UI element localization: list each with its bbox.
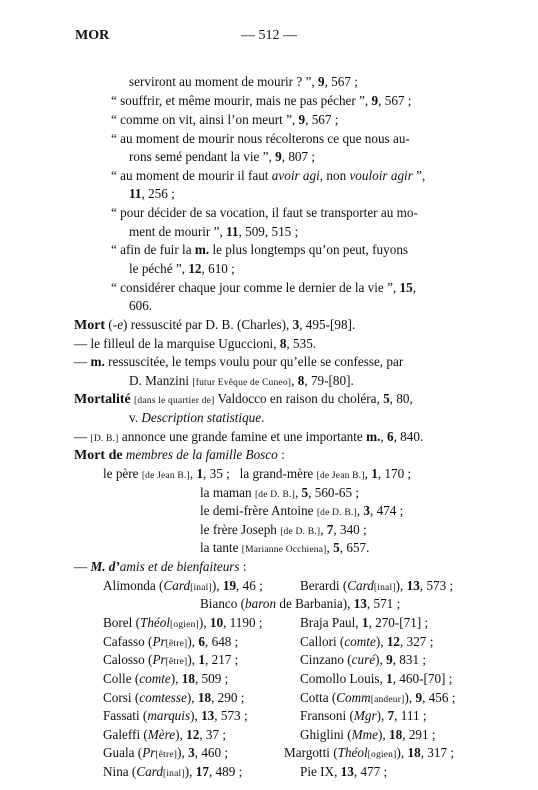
list-item: Borel (Théol[ogien]), 10, 1190 ; — [103, 615, 263, 630]
list-item: Corsi (comtesse), 18, 290 ; — [103, 690, 245, 705]
list-item: Calosso (Pr[être]), 1, 217 ; — [103, 652, 239, 667]
text-line: le péché ”, 12, 610 ; — [129, 261, 235, 276]
list-item: Pie IX, 13, 477 ; — [300, 764, 388, 779]
list-item: Colle (comte), 18, 509 ; — [103, 671, 229, 686]
list-item: Nina (Card[inal]), 17, 489 ; — [103, 764, 243, 779]
list-item: Ghiglini (Mme), 18, 291 ; — [300, 727, 436, 742]
text-line: v. Description statistique. — [129, 410, 265, 425]
list-item: Galeffi (Mère), 12, 37 ; — [103, 727, 227, 742]
list-item: Cafasso (Pr[être]), 6, 648 ; — [103, 634, 239, 649]
text-line: “ comme on vit, ainsi l’on meurt ”, 9, 567 ; — [111, 112, 339, 127]
text-line: — m. ressuscitée, le temps voulu pour qu’elle se confesse, par — [74, 354, 404, 369]
entry-mort-de: Mort de membres de la famille Bosco : — [74, 447, 285, 463]
text-line: “ au moment de mourir nous récolterons ce que nous au- — [111, 131, 410, 146]
text-line: ment de mourir ”, 11, 509, 515 ; — [129, 224, 299, 239]
list-item: Braja Paul, 1, 270-[71] ; — [300, 615, 429, 630]
list-item: Cotta (Comm[andeur]), 9, 456 ; — [300, 690, 456, 705]
list-item: Alimonda (Card[inal]), 19, 46 ; — [103, 578, 263, 593]
list-item: Berardi (Card[inal]), 13, 573 ; — [300, 578, 454, 593]
text-line: le père [de Jean B.], 1, 35 ; la grand-mère [de Jean B.], 1, 170 ; — [103, 466, 412, 481]
list-item: Comollo Louis, 1, 460-[70] ; — [300, 671, 453, 686]
page-number: — 512 — — [241, 28, 297, 43]
entry-mort-ressuscite: Mort (-e) ressuscité par D. B. (Charles), 3, 495-[98]. — [74, 317, 356, 333]
text-line: le demi-frère Antoine [de D. B.], 3, 474 ; — [200, 503, 404, 518]
subentry-amis-bienfaiteurs: — M. d’amis et de bienfaiteurs : — [74, 559, 247, 574]
text-line: “ pour décider de sa vocation, il faut se transporter au mo- — [111, 205, 418, 220]
text-line: “ afin de fuir la m. le plus longtemps qu’on peut, fuyons — [111, 242, 409, 257]
list-item: Bianco (baron de Barbania), 13, 571 ; — [200, 596, 401, 611]
text-line: “ souffrir, et même mourir, mais ne pas pécher ”, 9, 567 ; — [111, 93, 412, 108]
list-item: Guala (Pr[être]), 3, 460 ; — [103, 745, 229, 760]
list-item: Fransoni (Mgr), 7, 111 ; — [300, 708, 427, 723]
text-line: 606. — [129, 298, 153, 313]
list-item: Callori (comte), 12, 327 ; — [300, 634, 434, 649]
list-item: Margotti (Théol[ogien]), 18, 317 ; — [284, 745, 455, 760]
text-line: D. Manzini [futur Evêque de Cuneo], 8, 79-[80]. — [129, 373, 354, 388]
running-head-entry: MOR — [75, 28, 110, 43]
text-line: 11, 256 ; — [129, 186, 175, 201]
text-line: “ considérer chaque jour comme le dernier de la vie ”, 15, — [111, 280, 417, 295]
list-item: Cinzano (curé), 9, 831 ; — [300, 652, 427, 667]
text-line: — le filleul de la marquise Uguccioni, 8, 535. — [74, 336, 317, 351]
text-line: “ au moment de mourir il faut avoir agi, non vouloir agir ”, — [111, 168, 426, 183]
text-line: la tante [Marianne Occhiena], 5, 657. — [200, 540, 370, 555]
text-line: — [D. B.] annonce une grande famine et une importante m., 6, 840. — [74, 429, 424, 444]
text-line: la maman [de D. B.], 5, 560-65 ; — [200, 485, 360, 500]
list-item: Fassati (marquis), 13, 573 ; — [103, 708, 248, 723]
text-line: le frère Joseph [de D. B.], 7, 340 ; — [200, 522, 367, 537]
text-line: rons semé pendant la vie ”, 9, 807 ; — [129, 149, 316, 164]
entry-mortalite: Mortalité [dans le quartier de] Valdocco en raison du choléra, 5, 80, — [74, 391, 413, 407]
text-line: serviront au moment de mourir ? ”, 9, 567 ; — [129, 74, 358, 89]
